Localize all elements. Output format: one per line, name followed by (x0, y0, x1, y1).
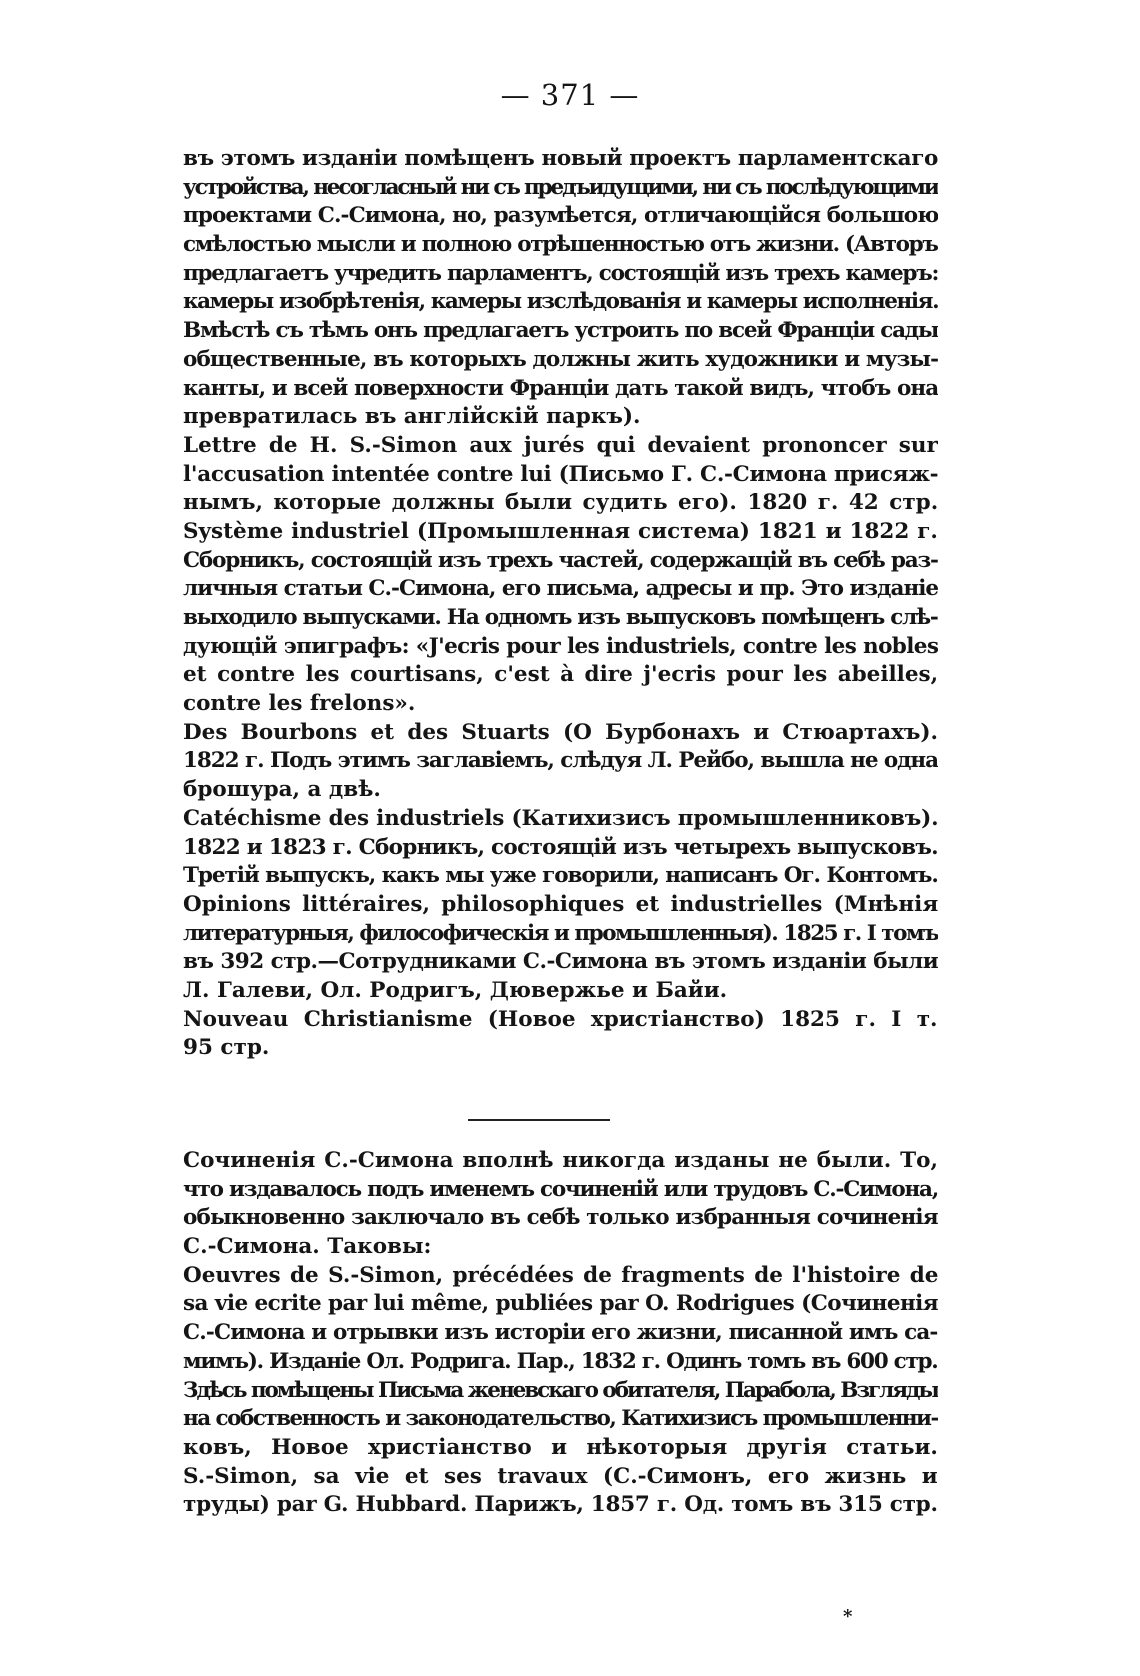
text-line: дующій эпиграфъ: «J'ecris pour les industriels, contre les nobles (183, 633, 938, 659)
text-line: на собственность и законодательство, Катихизисъ промышленни- (183, 1406, 938, 1432)
text-line: личныя статьи С.-Симона, его письма, адресы и пр. Это изданіе (183, 576, 938, 602)
text-line: Oeuvres de S.-Simon, précédées de fragments de l'histoire de (183, 1262, 938, 1288)
text-line: contre les frelons». (183, 691, 416, 717)
text-line: Л. Галеви, Ол. Родригъ, Дювержье и Байи. (183, 977, 728, 1003)
page-number: — 371 — (500, 78, 640, 112)
text-line: 95 стр. (183, 1035, 270, 1061)
text-line: въ этомъ изданіи помѣщенъ новый проектъ парламентскаго (183, 146, 938, 171)
text-line: Lettre de H. S.-Simon aux jurés qui devaient prononcer sur (183, 432, 938, 458)
text-line: Сочиненія С.-Симона вполнѣ никогда изданы не были. То, (183, 1148, 938, 1173)
text-line: Catéchisme des industriels (Катихизисъ промышленниковъ). (183, 805, 938, 831)
text-line: проектами С.-Симона, но, разумѣется, отличающійся большою (183, 203, 938, 229)
text-line: въ 392 стр.—Сотрудниками С.-Симона въ этомъ изданіи были (183, 949, 938, 975)
text-line: устройства, несогласный ни съ предъидущими, ни съ послѣдующими (183, 174, 938, 200)
text-line: ковъ, Новое христіанство и нѣкоторыя другія статьи. (183, 1434, 938, 1460)
text-line: sa vie ecrite par lui même, publiées par O. Rodrigues (Сочиненія (183, 1291, 938, 1317)
text-line: Третій выпускъ, какъ мы уже говорили, написанъ Ог. Контомъ. (183, 863, 938, 889)
text-line: et contre les courtisans, c'est à dire j'ecris pour les abeilles, (183, 662, 938, 688)
text-line: канты, и всей поверхности Франціи дать такой видъ, чтобъ она (183, 375, 938, 401)
text-line: мимъ). Изданіе Ол. Родрига. Пар., 1832 г. Одинъ томъ въ 600 стр. (183, 1348, 938, 1374)
text-line: камеры изобрѣтенія, камеры изслѣдованія и камеры исполненія. (183, 289, 938, 315)
text-line: Nouveau Christianisme (Новое христіанство) 1825 г. I т. (183, 1006, 938, 1032)
text-line: превратилась въ англійскій паркъ). (183, 404, 641, 430)
text-line: Opinions littéraires, philosophiques et industrielles (Мнѣнія (183, 891, 938, 917)
text-line: l'accusation intentée contre lui (Письмо Г. С.-Симона присяж- (183, 461, 938, 487)
text-line: брошура, а двѣ. (183, 777, 381, 803)
footer-mark: * (843, 1606, 853, 1627)
text-line: Сборникъ, состоящій изъ трехъ частей, содержащій въ себѣ раз- (183, 547, 938, 573)
text-line: выходило выпусками. На одномъ изъ выпусковъ помѣщенъ слѣ- (183, 605, 938, 630)
text-line: Système industriel (Промышленная система) 1821 и 1822 г. (183, 518, 938, 544)
section-divider (468, 1119, 610, 1121)
text-line: Здѣсь помѣщены Письма женевскаго обитателя, Парабола, Взгляды (183, 1377, 938, 1403)
text-line: литературныя, философическія и промышленныя). 1825 г. I томъ (183, 920, 938, 946)
text-line: предлагаетъ учредить парламентъ, состоящій изъ трехъ камеръ: (183, 260, 938, 286)
text-line: труды) par G. Hubbard. Парижъ, 1857 г. Од. томъ въ 315 стр. (183, 1492, 938, 1518)
text-line: S.-Simon, sa vie et ses travaux (С.-Симонъ, его жизнь и (183, 1463, 938, 1489)
text-line: 1822 и 1823 г. Сборникъ, состоящій изъ четырехъ выпусковъ. (183, 834, 938, 860)
text-line: 1822 г. Подъ этимъ заглавіемъ, слѣдуя Л. Рейбо, вышла не одна (183, 748, 938, 774)
text-block-upper (183, 145, 938, 1063)
text-line: Вмѣстѣ съ тѣмъ онъ предлагаетъ устроить по всей Франціи сады (183, 318, 938, 344)
text-line: общественные, въ которыхъ должны жить художники и музы- (183, 346, 938, 372)
text-block-lower (183, 1147, 938, 1520)
text-line: нымъ, которые должны были судить его). 1820 г. 42 стр. (183, 490, 938, 516)
text-line: С.-Симона и отрывки изъ исторіи его жизни, писанной имъ са- (183, 1320, 938, 1346)
text-line: смѣлостью мысли и полною отрѣшенностью отъ жизни. (Авторъ (183, 232, 938, 258)
text-line: С.-Симона. Таковы: (183, 1234, 432, 1260)
text-line: обыкновенно заключало въ себѣ только избранныя сочиненія (183, 1205, 938, 1231)
text-line: Des Bourbons et des Stuarts (О Бурбонахъ и Стюартахъ). (183, 719, 938, 745)
text-line: что издавалось подъ именемъ сочиненій или трудовъ С.-Симона, (183, 1176, 938, 1202)
